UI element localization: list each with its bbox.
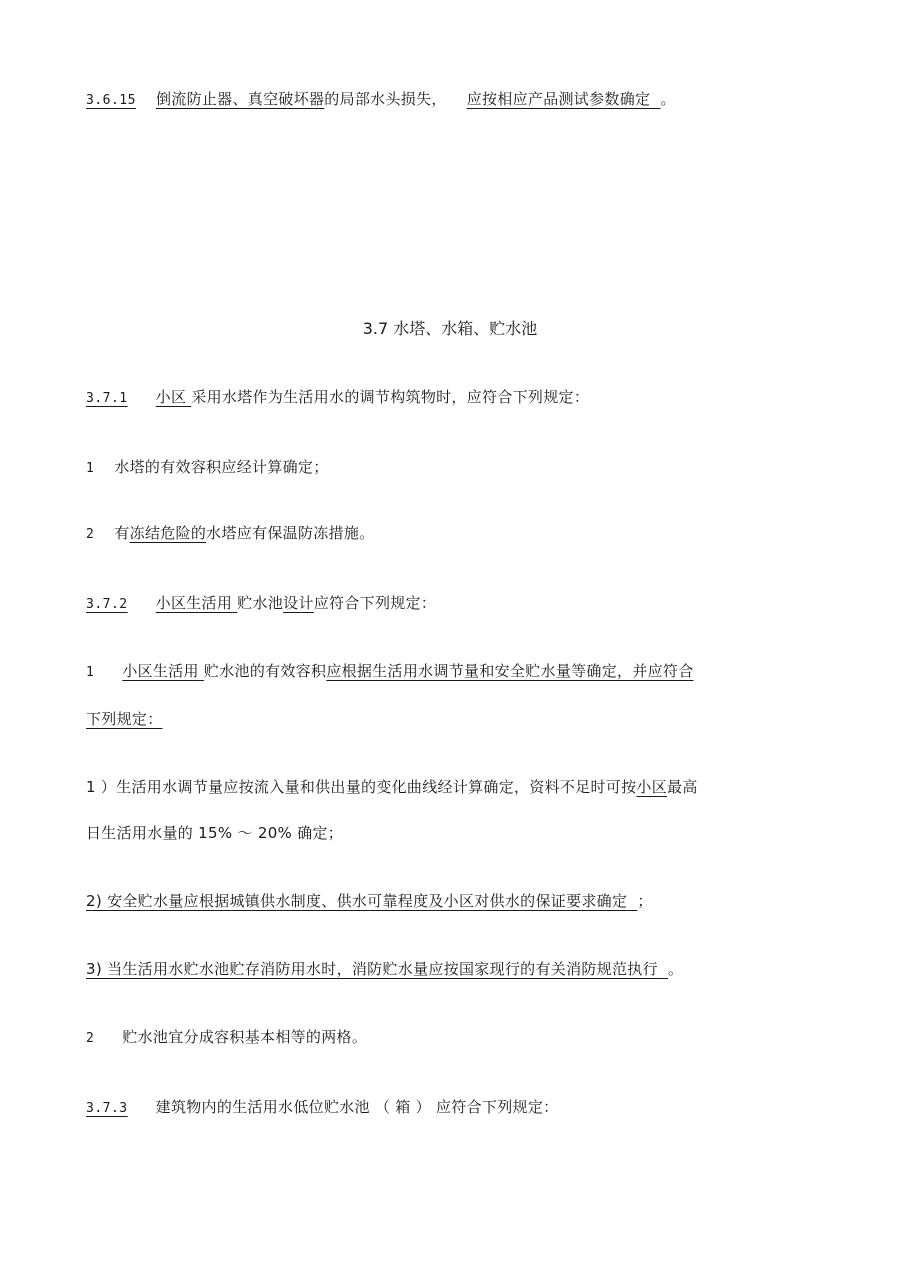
sub-item-3	[86, 958, 826, 980]
item-text-underlined: 冻结危险的	[129, 524, 207, 542]
clause-text-underlined: 应按相应产品测试参数确定	[466, 90, 651, 108]
clause-text-underlined: 倒流防止器、真空破坏器	[155, 90, 325, 108]
sub-item-text: ；	[637, 892, 653, 910]
sub-item-text: 。	[668, 960, 684, 978]
item-1-storage-cont	[86, 708, 826, 730]
item-text-underlined: 小区生活用	[122, 662, 199, 680]
item-1-storage	[86, 660, 826, 684]
item-text-underlined: 下列规定：	[86, 710, 163, 728]
item-text-underlined: 应根据生活用水调节量和安全贮水量等确定，并应符合	[326, 662, 694, 680]
item-number: 1	[86, 665, 95, 680]
clause-number: 3.7.2	[86, 597, 128, 612]
item-1	[86, 456, 826, 480]
clause-text: 的局部水头损失，	[324, 90, 447, 108]
sub-item-text-underlined: 3) 当生活用水贮水池贮存消防用水时，消防贮水量应按国家现行的有关消防规范执行	[86, 960, 658, 978]
sub-item-text: 最高	[667, 778, 698, 796]
sub-item-text-underlined: 小区	[636, 778, 668, 796]
item-text: 有	[114, 524, 130, 542]
sub-item-1	[86, 776, 826, 798]
clause-text-underlined: 小区	[155, 388, 187, 406]
clause-text: 建筑物内的生活用水低位贮水池 （ 箱 ） 应符合下列规定：	[155, 1098, 559, 1116]
item-text: 贮水池宜分成容积基本相等的两格。	[122, 1028, 368, 1046]
item-number: 2	[86, 1031, 95, 1046]
item-2	[86, 522, 826, 546]
sub-item-text-underlined: 2) 安全贮水量应根据城镇供水制度、供水可靠程度及小区对供水的保证要求确定	[86, 892, 628, 910]
item-text: 水塔应有保温防冻措施。	[206, 524, 375, 542]
section-heading: 3.7 水塔、水箱、贮水池	[362, 319, 538, 338]
clause-text: 。	[660, 90, 676, 108]
clause-number: 3.6.15	[86, 93, 136, 108]
clause-text: 贮水池	[237, 594, 284, 612]
sub-item-2	[86, 890, 826, 912]
item-number: 2	[86, 527, 95, 542]
item-text: 贮水池的有效容积	[203, 662, 327, 680]
item-text: 水塔的有效容积应经计算确定；	[114, 458, 329, 476]
underline-gap	[627, 892, 637, 910]
item-2-storage	[86, 1026, 826, 1050]
sub-item-text: 日生活用水量的 15% ～ 20% 确定；	[86, 824, 344, 842]
sub-item-1-cont	[86, 822, 826, 844]
clause-3-7-1	[86, 386, 826, 410]
clause-3-7-3	[86, 1096, 826, 1120]
clause-number: 3.7.3	[86, 1101, 128, 1116]
underline-gap	[650, 90, 660, 108]
sub-item-text: 1 ）生活用水调节量应按流入量和供出量的变化曲线经计算确定，资料不足时可按	[86, 778, 637, 796]
underline-gap	[658, 960, 668, 978]
clause-text: 采用水塔作为生活用水的调节构筑物时，应符合下列规定：	[191, 388, 590, 406]
clause-3-7-2	[86, 592, 826, 616]
clause-text: 应符合下列规定：	[313, 594, 437, 612]
clause-number: 3.7.1	[86, 391, 128, 406]
clause-text-underlined: 设计	[283, 594, 314, 612]
clause-3-6-15	[86, 88, 826, 112]
item-number: 1	[86, 461, 95, 476]
clause-text-underlined: 小区生活用	[155, 594, 233, 612]
